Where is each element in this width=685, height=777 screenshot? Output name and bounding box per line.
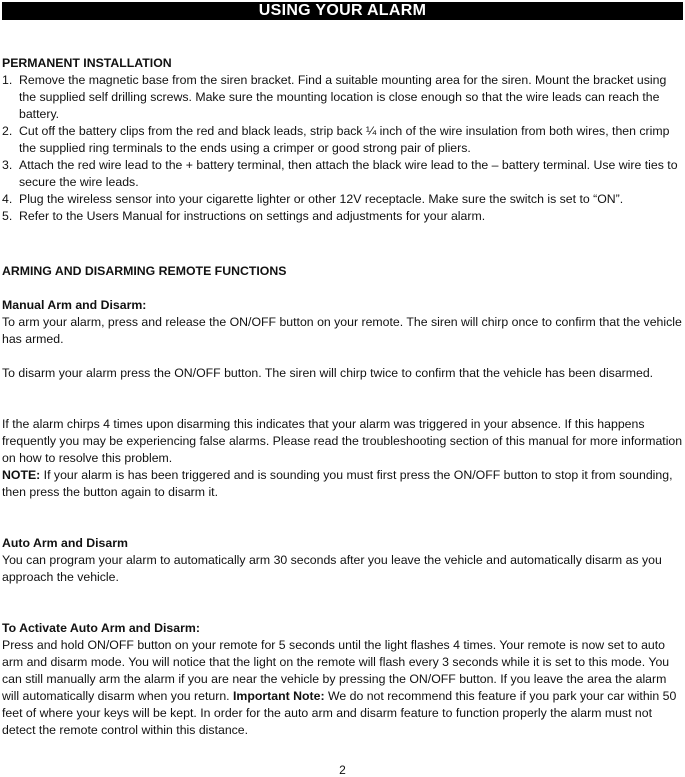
- activate-text-part1: Press and hold ON/OFF button on your remote for 5 seconds until the light flashes 4 times. Your remote is now set to auto arm and disarm mode. You will notice that the light on the remote will flash every 3 seconds while it is set to this mode. You can still manually arm the alarm if you are near the vehicle by pressing the ON/OFF button. If you leave the area the alarm will automatically disarm when you return.: [2, 638, 670, 703]
- permanent-installation-section: [2, 55, 685, 225]
- page-number: 2: [339, 763, 346, 777]
- step-number: 1.: [2, 73, 13, 87]
- important-note-label: Important Note:: [233, 689, 325, 703]
- installation-step: [2, 123, 685, 157]
- step-number: 2.: [2, 124, 13, 138]
- note-paragraph: [2, 467, 685, 501]
- step-text: Remove the magnetic base from the siren bracket. Find a suitable mounting area for the siren. Mount the bracket using the supplied self drilling screws. Make sure the mounting location is close enough so that the wire leads can reach the battery.: [19, 73, 667, 121]
- step-number: 5.: [2, 209, 13, 223]
- manual-arm-heading: Manual Arm and Disarm:: [2, 298, 147, 312]
- note-label: NOTE:: [2, 468, 41, 482]
- step-text: Plug the wireless sensor into your cigarette lighter or other 12V receptacle. Make sure the switch is set to “ON”.: [19, 192, 624, 206]
- auto-arm-paragraph: You can program your alarm to automatically arm 30 seconds after you leave the vehicle and automatically disarm as you approach the vehicle.: [2, 553, 662, 584]
- manual-arm-paragraph: To arm your alarm, press and release the ON/OFF button on your remote. The siren will chirp once to confirm that the vehicle has armed.: [2, 315, 682, 346]
- permanent-installation-heading: PERMANENT INSTALLATION: [2, 56, 172, 70]
- triggered-info-paragraph: If the alarm chirps 4 times upon disarming this indicates that your alarm was triggered in your absence. If this happens frequently you may be experiencing false alarms. Please read the troubleshooting section of this manual for more information on how to resolve this problem.: [2, 417, 683, 465]
- manual-disarm-paragraph: To disarm your alarm press the ON/OFF button. The siren will chirp twice to confirm that the vehicle has been disarmed.: [2, 366, 654, 380]
- installation-step: [2, 208, 685, 225]
- step-text: Attach the red wire lead to the + battery terminal, then attach the black wire lead to the – battery terminal. Use wire ties to secure the wire leads.: [19, 158, 678, 189]
- activate-auto-heading: To Activate Auto Arm and Disarm:: [2, 621, 200, 635]
- note-text: If your alarm is has been triggered and is sounding you must first press the ON/OFF button to stop it from sounding, then press the button again to disarm it.: [2, 468, 673, 499]
- page-banner-title: USING YOUR ALARM: [2, 2, 683, 20]
- installation-step: [2, 157, 685, 191]
- arming-heading: ARMING AND DISARMING REMOTE FUNCTIONS: [2, 264, 287, 278]
- step-text: Cut off the battery clips from the red and black leads, strip back ¼ inch of the wire insulation from both wires, then crimp the supplied ring terminals to the ends using a crimper or good strong pair of pliers.: [19, 124, 670, 155]
- installation-steps-list: [2, 72, 685, 225]
- auto-arm-heading: Auto Arm and Disarm: [2, 536, 128, 550]
- activate-text-part2: We do not recommend this feature if you park your car within 50 feet of where your keys will be kept. In order for the auto arm and disarm feature to function properly the alarm must not detect the remote control within this distance.: [2, 689, 677, 737]
- step-text: Refer to the Users Manual for instructions on settings and adjustments for your alarm.: [19, 209, 486, 223]
- step-number: 4.: [2, 192, 13, 206]
- installation-step: [2, 191, 685, 208]
- activate-auto-paragraph: [2, 637, 685, 739]
- step-number: 3.: [2, 158, 13, 172]
- installation-step: [2, 72, 685, 123]
